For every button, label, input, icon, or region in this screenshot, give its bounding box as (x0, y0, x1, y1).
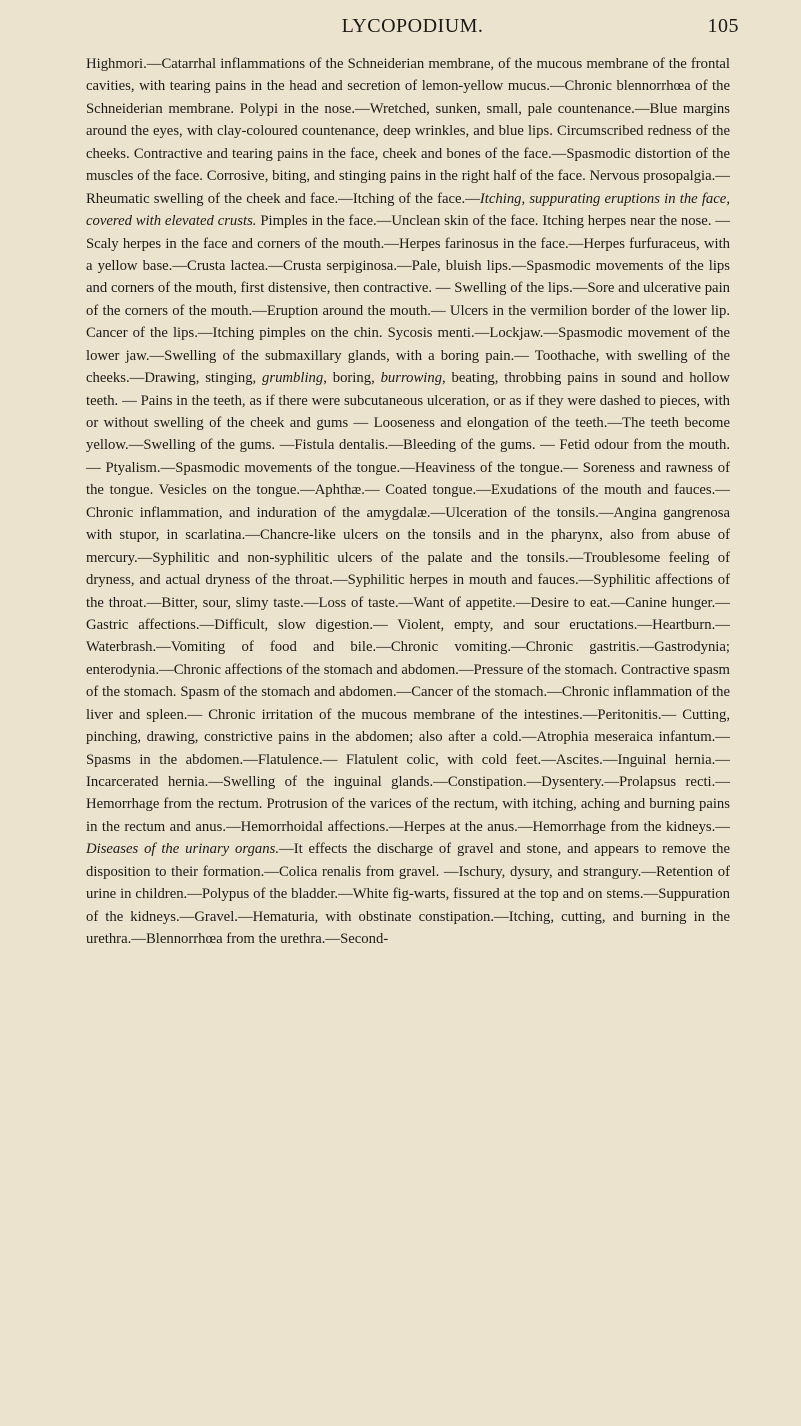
text-run: , beating, throbbing pains in sound and hollow teeth. — Pains in the teeth, as if there were subcutaneous ulceration, or as if they were dashed to pieces, with or without swelling of the cheek and gums — Looseness and elongation of the teeth.—The teeth become yellow.—Swelling of the gums. —Fistula dentalis.—Bleeding of the gums. — Fetid odour from the mouth.— Ptyalism.—Spasmodic movements of the tongue.—Heaviness of the tongue.— Soreness and rawness of the tongue. Vesicles on the tongue.—Aphthæ.— Coated tongue.—Exudations of the mouth and fauces.—Chronic inflammation, and induration of the amygdalæ.—Ulceration of the tonsils.—Angina gangrenosa with stupor, in scarlatina.—Chancre-like ulcers on the tonsils and in the pharynx, also from abuse of mercury.—Syphilitic and non-syphilitic ulcers of the palate and the tonsils.—Troublesome feeling of dryness, and actual dryness of the throat.—Syphilitic herpes in mouth and fauces.—Syphilitic affections of the throat.—Bitter, sour, slimy taste.—Loss of taste.—Want of appetite.—Desire to eat.—Canine hunger.—Gastric affections.—Difficult, slow digestion.— Violent, empty, and sour eructations.—Heartburn.—Waterbrash.—Vomiting of food and bile.—Chronic vomiting.—Chronic gastritis.—Gastrodynia; enterodynia.—Chronic affections of the stomach and abdomen.—Pressure of the stomach. Contractive spasm of the stomach. Spasm of the stomach and abdomen.—Cancer of the stomach.—Chronic inflammation of the liver and spleen.— Chronic irritation of the mucous membrane of the intestines.—Peritonitis.— Cutting, pinching, drawing, constrictive pains in the abdomen; also after a cold.—Atrophia meseraica infantum.—Spasms in the abdomen.—Flatulence.— Flatulent colic, with cold feet.—Ascites.—Inguinal hernia.—Incarcerated hernia.—Swelling of the inguinal glands.—Constipation.—Dysentery.—Prolapsus recti.—Hemorrhage from the rectum. Protrusion of the varices of the rectum, with itching, aching and burning pains in the rectum and anus.—Hemorrhoidal affections.—Herpes at the anus.—Hemorrhage from the kidneys.— (86, 370, 730, 835)
text-run: Highmori.—Catarrhal inflammations of the Schneiderian membrane, of the mucous membrane of the frontal cavities, with tearing pains in the head and secretion of lemon-yellow mucus.—Chronic blennorrhœa of the Schneiderian membrane. Polypi in the nose.—Wretched, sunken, small, pale countenance.—Blue margins around the eyes, with clay-coloured countenance, deep wrinkles, and blue lips. Circumscribed redness of the cheeks. Contractive and tearing pains in the face, cheek and bones of the face.—Spasmodic distortion of the muscles of the face. Corrosive, biting, and stinging pains in the right half of the face. Nervous prosopalgia.—Rheumatic swelling of the cheek and face.—Itching of the face.— (86, 56, 730, 207)
body-text (86, 53, 730, 951)
italic-text: Itching, suppurating eruptions in the face, covered with elevated crusts. (86, 190, 730, 230)
paragraph (86, 53, 730, 951)
text-run: Pimples in the face.—Unclean skin of the face. Itching herpes near the nose. —Scaly herpes in the face and corners of the mouth.—Herpes farinosus in the face.—Herpes furfuraceus, with a yellow base.—Crusta lactea.—Crusta serpiginosa.—Pale, bluish lips.—Spasmodic movements of the lips and corners of the mouth, first distensive, then contractive. — Swelling of the lips.—Sore and ulcerative pain of the corners of the mouth.—Eruption around the mouth.— Ulcers in the vermilion border of the lower lip. Cancer of the lips.—Itching pimples on the chin. Sycosis menti.—Lockjaw.—Spasmodic movement of the lower jaw.—Swelling of the submaxillary glands, with a boring pain.— Toothache, with swelling of the cheeks.—Drawing, stinging, (86, 213, 730, 387)
running-header (86, 15, 739, 43)
text-run: , boring, (323, 370, 381, 387)
text-run: —It effects the discharge of gravel and stone, and appears to remove the disposition to their formation.—Colica renalis from gravel. —Ischury, dysury, and strangury.—Retention of urine in children.—Polypus of the bladder.—White fig-warts, fissured at the top and on stems.—Suppuration of the kidneys.—Gravel.—Hematuria, with obstinate constipation.—Itching, cutting, and burning in the urethra.—Blennorrhœa from the urethra.—Second- (86, 841, 730, 948)
page-number: 105 (707, 15, 739, 37)
italic-text: Diseases of the urinary organs. (86, 841, 279, 858)
italic-text: grumbling (262, 370, 324, 387)
italic-text: burrowing (380, 370, 443, 387)
page-title: LYCOPODIUM. (341, 15, 484, 37)
